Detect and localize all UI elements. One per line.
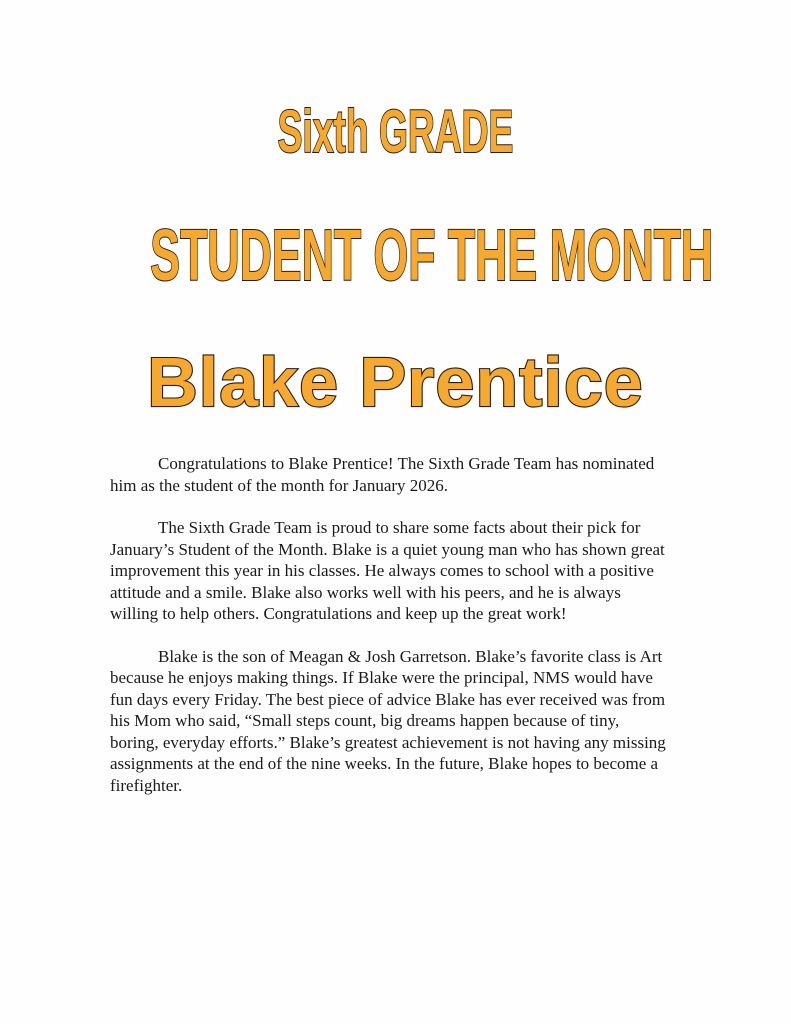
paragraph-congratulations: Congratulations to Blake Prentice! The Sixth Grade Team has nominated him as the student of the month for January 2026. bbox=[110, 454, 655, 495]
paragraph-about-student: Blake is the son of Meagan & Josh Garretson. Blake’s favorite class is Art because he enjoys making things. If Blake were the principal, NMS would have fun days every Friday. The best piece of advice Blake has ever received was from his Mom who said, “Small steps count, big dreams happen because of tiny, boring, everyday efforts.” Blake’s greatest achievement is not having any missing assignments at the end of the nine weeks. In the future, Blake hopes to become a firefighter. bbox=[110, 646, 666, 795]
paragraph-team-facts: The Sixth Grade Team is proud to share some facts about their pick for January’s Student of the Month. Blake is a quiet young man who has shown great improvement this year in his classes. He always comes to school with a positive attitude and a smile. Blake also works well with his peers, and he is always willing to help others. Congratulations and keep up the great work! bbox=[110, 518, 665, 623]
announcement-body bbox=[110, 453, 670, 817]
award-heading: STUDENT OF THE MONTH bbox=[150, 216, 714, 296]
student-name-heading: Blake Prentice bbox=[147, 343, 644, 421]
grade-heading: Sixth GRADE bbox=[277, 98, 514, 165]
